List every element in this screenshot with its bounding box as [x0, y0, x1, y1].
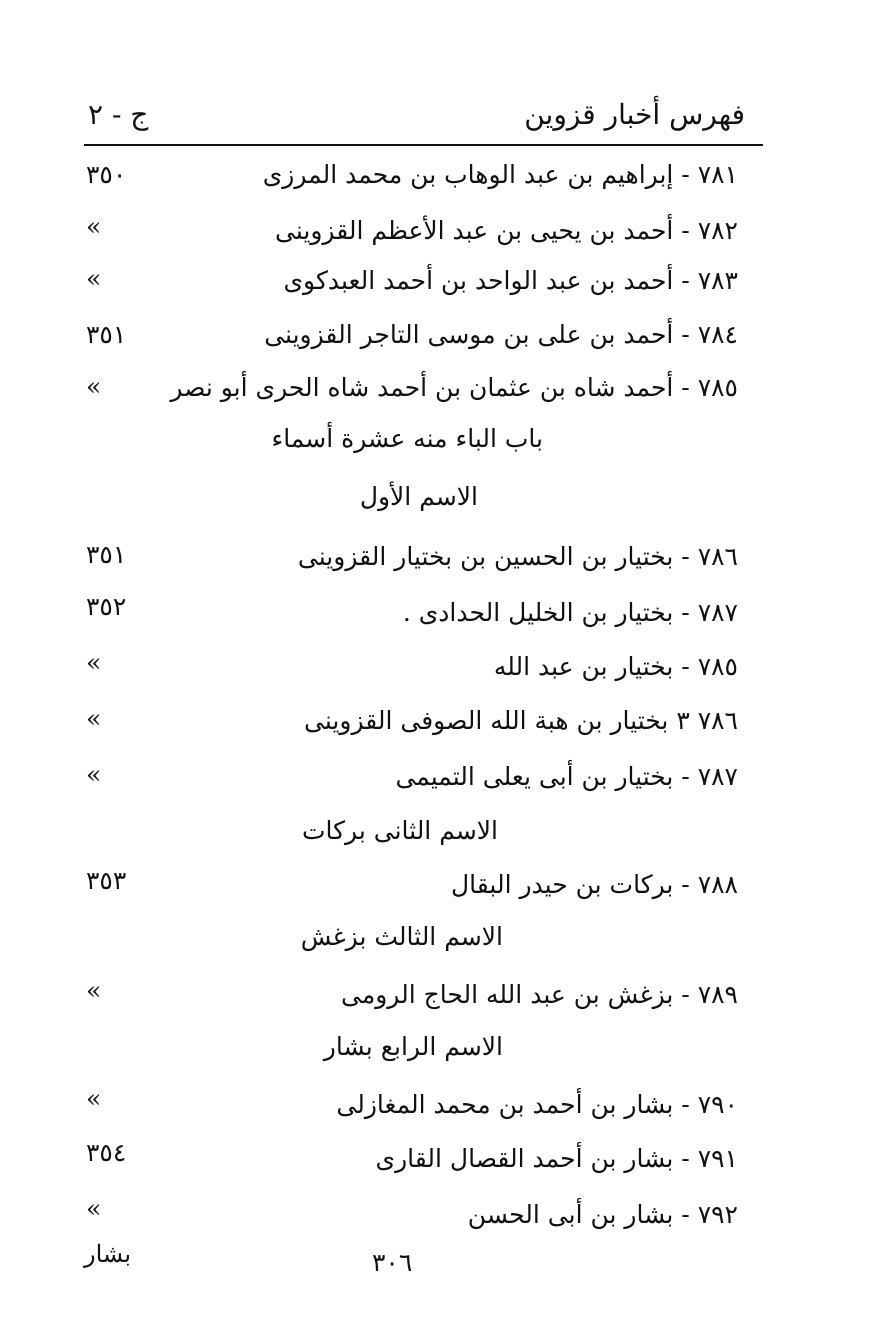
- entry-page: ٣٥٢: [86, 592, 127, 621]
- entry-text: ٧٨٦ ٣ بختيار بن هبة الله الصوفى القزوينى: [304, 706, 738, 735]
- entry-text: ٧٨١ - إبراهيم بن عبد الوهاب بن محمد المرزى: [262, 160, 738, 189]
- entry-page: ٣٥١: [86, 540, 127, 569]
- entry-text: ٧٨٢ - أحمد بن يحيى بن عبد الأعظم القزوينى: [274, 216, 738, 245]
- entry-page: ٣٥١: [86, 320, 127, 349]
- entry-text: ٧٩٠ - بشار بن أحمد بن محمد المغازلى: [336, 1090, 738, 1119]
- entry-text: ٧٨٨ - بركات بن حيدر البقال: [450, 870, 738, 899]
- entry-page: ٣٥٤: [86, 1138, 127, 1167]
- page-number: ٣٠٦: [372, 1248, 413, 1277]
- entry-page: »: [86, 704, 102, 733]
- entry-page: »: [86, 264, 102, 293]
- entry-text: ٧٨٣ - أحمد بن عبد الواحد بن أحمد العبدكوى: [283, 266, 738, 295]
- entry-text: ٧٨٥ - بختيار بن عبد الله: [493, 652, 738, 681]
- entry-page: »: [86, 976, 102, 1005]
- entry-text: ٧٩٢ - بشار بن أبى الحسن: [467, 1200, 738, 1229]
- entry-page: »: [86, 1084, 102, 1113]
- entry-page: »: [86, 760, 102, 789]
- entry-page: »: [86, 372, 102, 401]
- header-title: فهرس أخبار قزوين: [524, 98, 745, 131]
- entry-text: ٧٨٤ - أحمد بن على بن موسى التاجر القزوينى: [264, 320, 738, 349]
- section-heading-second: الاسم الثانى بركات: [301, 816, 498, 845]
- section-heading-bab: باب الباء منه عشرة أسماء: [271, 424, 543, 453]
- section-heading-fourth: الاسم الرابع بشار: [323, 1032, 503, 1061]
- section-heading-third: الاسم الثالث بزغش: [300, 922, 503, 951]
- entry-text: ٧٨٦ - بختيار بن الحسين بن بختيار القزوينى: [297, 542, 738, 571]
- entry-page: »: [86, 648, 102, 677]
- entry-text: ٧٨٧ - بختيار بن الخليل الحدادى .: [402, 598, 738, 627]
- entry-page: ٣٥٣: [86, 866, 127, 895]
- entry-text: ٧٨٩ - بزغش بن عبد الله الحاج الرومى: [341, 980, 738, 1009]
- entry-text: ٧٨٧ - بختيار بن أبى يعلى التميمى: [395, 762, 738, 791]
- catchword: بشار: [84, 1240, 131, 1268]
- header-rule: [84, 144, 763, 146]
- header-volume: ج - ٢: [88, 98, 149, 131]
- entry-page: »: [86, 212, 102, 241]
- entry-text: ٧٩١ - بشار بن أحمد القصال القارى: [375, 1144, 738, 1173]
- entry-text: ٧٨٥ - أحمد شاه بن عثمان بن أحمد شاه الحرى أبو نصر: [170, 373, 738, 402]
- entry-page: ٣٥٠: [86, 160, 127, 189]
- section-heading-first: الاسم الأول: [359, 482, 478, 511]
- entry-page: »: [86, 1194, 102, 1223]
